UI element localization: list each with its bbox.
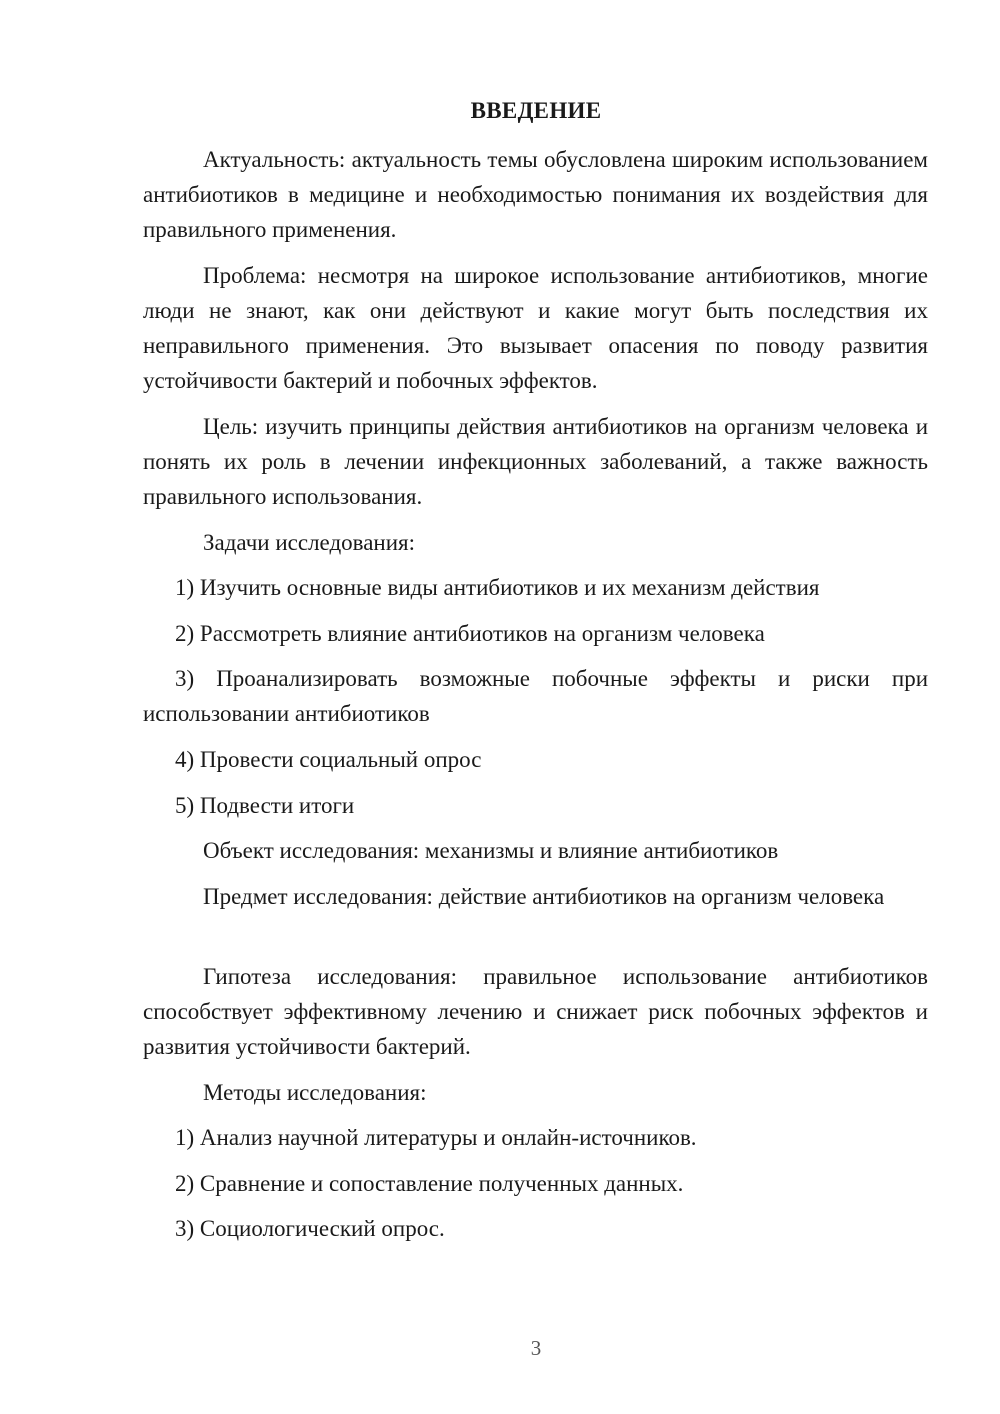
methods-heading: Методы исследования: [203, 1080, 427, 1105]
research-hypothesis: Гипотеза исследования: правильное использование антибиотиков способствует эффективному лечению и снижает риск побочных эффектов и развития устойчивости бактерий. [143, 964, 928, 1059]
task-item-5: 5) Подвести итоги [175, 793, 355, 818]
task-item-1: 1) Изучить основные виды антибиотиков и их механизм действия [175, 575, 820, 600]
relevance-paragraph: Актуальность: актуальность темы обусловлена широким использованием антибиотиков в медицине и необходимостью понимания их воздействия для правильного применения. [143, 147, 928, 242]
method-item-3: 3) Социологический опрос. [175, 1216, 445, 1241]
task-item-3: 3) Проанализировать возможные побочные эффекты и риски при использовании антибиотиков [143, 666, 928, 726]
problem-paragraph: Проблема: несмотря на широкое использование антибиотиков, многие люди не знают, как они действуют и какие могут быть последствия их неправильного применения. Это вызывает опасения по поводу развития устойчивости бактерий и побочных эффектов. [143, 263, 928, 393]
method-item-2: 2) Сравнение и сопоставление полученных данных. [175, 1171, 684, 1196]
research-object: Объект исследования: механизмы и влияние антибиотиков [203, 838, 779, 863]
task-item-2: 2) Рассмотреть влияние антибиотиков на организм человека [175, 621, 765, 646]
page-number: 3 [530, 1336, 542, 1360]
goal-paragraph: Цель: изучить принципы действия антибиотиков на организм человека и понять их роль в лечении инфекционных заболеваний, а также важность правильного использования. [143, 414, 928, 509]
task-item-4: 4) Провести социальный опрос [175, 747, 482, 772]
section-title: ВВЕДЕНИЕ [470, 98, 602, 123]
tasks-heading: Задачи исследования: [203, 530, 416, 555]
method-item-1: 1) Анализ научной литературы и онлайн-источников. [175, 1125, 697, 1150]
research-subject: Предмет исследования: действие антибиотиков на организм человека [203, 884, 885, 909]
